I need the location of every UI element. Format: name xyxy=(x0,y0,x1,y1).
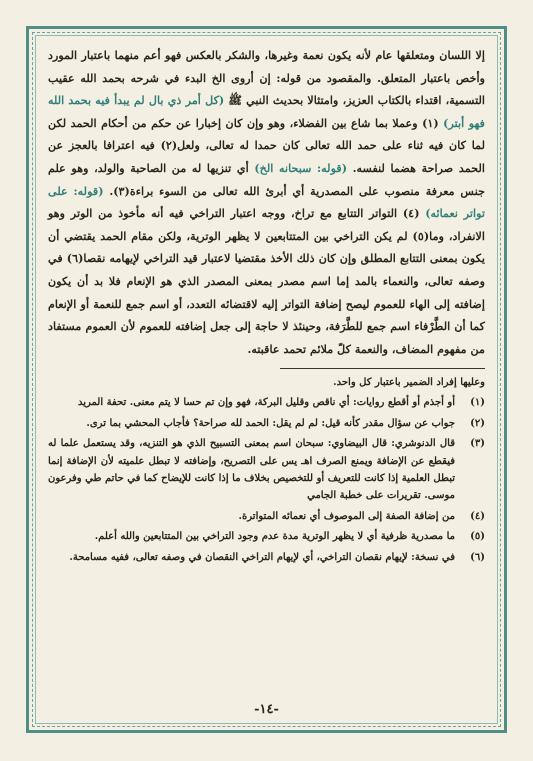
footnote-number: (٥) xyxy=(470,531,485,543)
quote-tawatur: (قوله: على تواتر نعمائه) xyxy=(48,183,485,221)
footnote-text: ما مصدرية ظرفية أي لا يظهر الوترية مدة عدم وجود التراخي بين المتتابعين والله أعلم. xyxy=(94,531,455,543)
body-text-4: (٤) التواتر التتابع مع تراخ، ووجه اعتبار التراخي فيه أنه مأخوذ من الوتر وهو الانفراد، وما(٥) لم يكن التراخي بين المتتابعين لا يظهر الوترية، ولكن مقام الحمد يقتضي أن يكون بمعنى التتابع المطلق وإن كان ذلك الأخذ مقتضيا لاعتبار قيد التراخي لإيهامه نقصا(٦) في وصفه تعالى، والنعماء بالمد إما اسم مصدر بمعنى المصدر الذي هو الإنعام فلا بد أن يكون إضافته إلى الهاء للعموم ليصح إضافة التواتر إليه لاقتضائه التعدد، أو اسم جمع للنعمة أو الإنعام كما أن الطَّرْفاء اسم جمع للطَّرَفة، وحينئذ لا حاجة إلى جعل إضافته للعموم لأن العموم مستفاد من مفهوم المضاف، والنعمة كلّ ملائم تحمد عاقبته. xyxy=(48,206,485,356)
footnote-text: في نسخة: لإيهام نقصان التراخي، أي لإيهام التراخي النقصان في وصفه تعالى، ففيه مسامحة. xyxy=(69,551,455,563)
footnote-number: (٦) xyxy=(470,551,485,563)
hadith-quote: (كل أمر ذي بال لم يبدأ فيه بحمد الله فهو أبتر) xyxy=(48,93,485,130)
page-content xyxy=(48,44,485,684)
footnotes xyxy=(48,375,485,566)
footnote-text: قال الدنوشري: قال البيضاوي: سبحان اسم بمعنى التسبيح الذي هو التنزيه، وقد يستعمل علما له فيقطع عن الإضافة ويمنع الصرف اهـ يس على التصريح، وإضافته لا تبطل علميته لأن الإضافة إنما تبطل العلمية إذا كانت للتعريف أو للتخصيص بخلاف ما إذا كانت للإيضاح كما في حاتم طي وفرعون موسى. تقريرات على خطبة الجامي xyxy=(48,438,455,502)
footnote-item xyxy=(48,415,485,432)
footnote-number: (٢) xyxy=(470,417,485,429)
footnote-item xyxy=(48,394,485,411)
page-number: -١٤- xyxy=(254,702,279,717)
footnote-item xyxy=(48,549,485,566)
footnote-number: (٤) xyxy=(470,510,485,522)
footnote-number: (١) xyxy=(470,397,485,409)
footnote-text: جواب عن سؤال مقدر كأنه قيل: لم لم يقل: الحمد لله صراحة؟ فأجاب المحشي بما ترى. xyxy=(86,417,455,429)
body-text-3: أي تنزيها له من الصاحبة والولد، وهو علم جنس معرفة منصوب على المصدرية أي أبرئ الله تعالى من السوء براءة(٣). xyxy=(48,160,485,198)
footnote-text: من إضافة الصفة إلى الموصوف أي نعمائه المتواترة. xyxy=(238,510,455,522)
footnote-text: أو أجذم أو أقطع روايات: أي ناقص وقليل البركة، فهو وإن تم حسا لا يتم معنى. تحفة المريد xyxy=(77,397,455,409)
footnote-item xyxy=(48,508,485,525)
main-paragraph xyxy=(48,44,485,360)
main-text xyxy=(48,44,485,360)
footnote-number: (٣) xyxy=(470,438,485,450)
footnote-item xyxy=(48,528,485,545)
footnote-intro: وعليها إفراد الضمير باعتبار كل واحد. xyxy=(333,377,485,389)
footnote-divider xyxy=(280,368,485,369)
body-text-1: إلا اللسان ومتعلقها عام لأنه يكون نعمة وغيرها، والشكر بالعكس فهو أعم منهما باعتبار المورد وأخص باعتبار المتعلق. والمقصود من قوله: إن أروى الخ البدء في شرحه بحمد الله عقيب التسمية، اقتداء بالكتاب العزيز، وامتثالا بحديث النبي ﷺ xyxy=(48,48,485,108)
footnote-item xyxy=(48,435,485,505)
quote-subhanahu: (قوله: سبحانه الخ) xyxy=(254,160,348,175)
body-text-2: (١) وعملا بما شاع بين الفضلاء، وهو وإن كان إخبارا عن حكم من أحكام الحمد لكن لما كان فيه ثناء على حمد الله تعالى كان حمدا له تعالى، ولعل(٢) فيه اعترافا بالعجز عن الحمد صراحة هضما لنفسه. xyxy=(48,115,485,175)
